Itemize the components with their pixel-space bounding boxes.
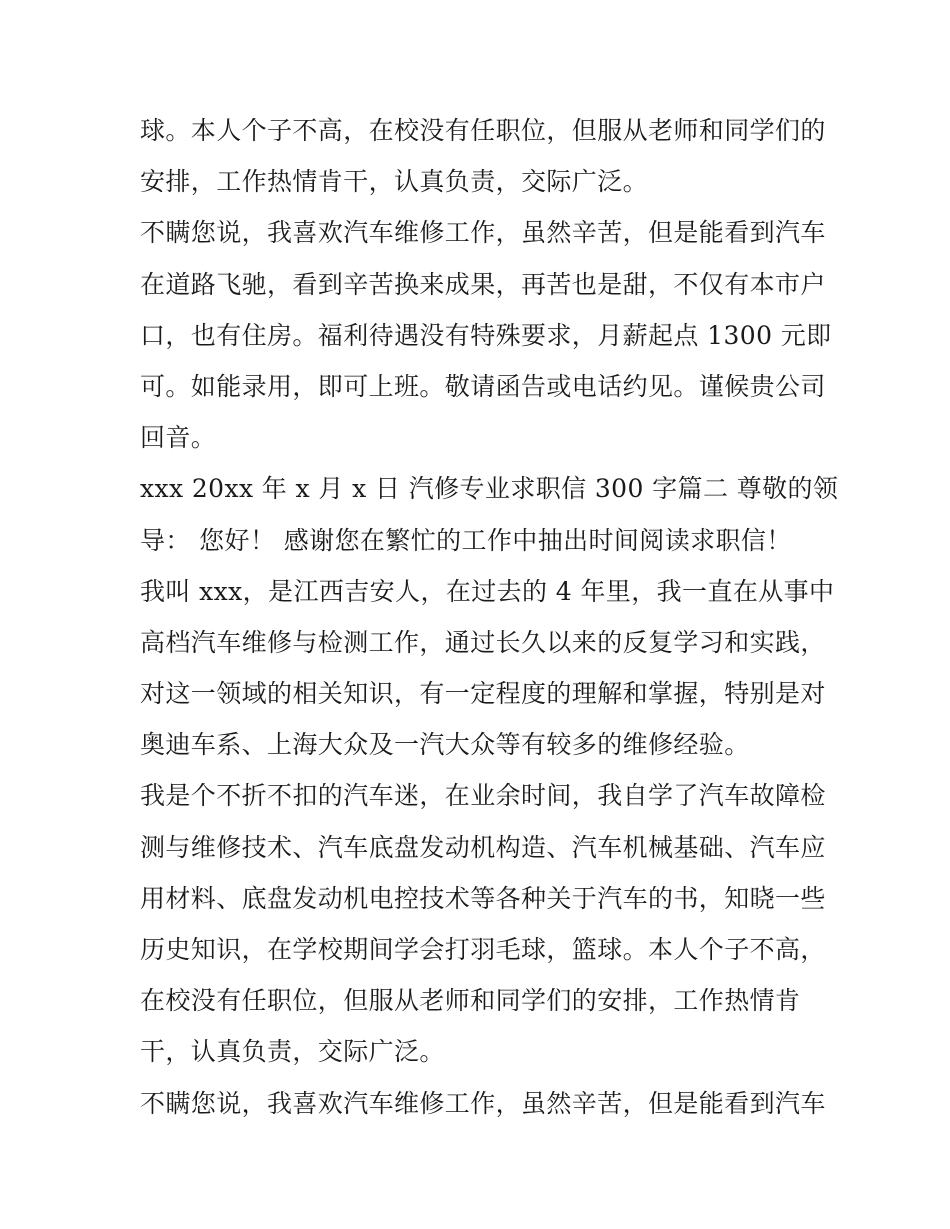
text-line: 干，认真负责，交际广泛。 <box>140 1037 445 1067</box>
text-line: 我叫 xxx，是江西吉安人，在过去的 4 年里，我一直在从事中 <box>140 576 835 606</box>
text-line: 可。如能录用，即可上班。敬请函告或电话约见。谨候贵公司 <box>140 371 826 401</box>
text-line: 历史知识，在学校期间学会打羽毛球，篮球。本人个子不高， <box>140 935 826 964</box>
text-line: 高档汽车维修与检测工作，通过长久以来的反复学习和实践， <box>140 627 826 657</box>
text-line: 导： 您好！ 感谢您在繁忙的工作中抽出时间阅读求职信！ <box>140 525 792 555</box>
text-line: 在校没有任职位，但服从老师和同学们的安排，工作热情肯 <box>140 986 801 1016</box>
text-line: 对这一领域的相关知识，有一定程度的理解和掌握，特别是对 <box>140 679 826 709</box>
text-line: 测与维修技术、汽车底盘发动机构造、汽车机械基础、汽车应 <box>140 832 826 862</box>
text-line: 不瞒您说，我喜欢汽车维修工作，虽然辛苦，但是能看到汽车 <box>140 1088 826 1118</box>
document-body <box>140 105 839 1129</box>
text-line: 口，也有住房。福利待遇没有特殊要求，月薪起点 1300 元即 <box>140 320 832 350</box>
text-line: 球。本人个子不高，在校没有任职位，但服从老师和同学们的 <box>140 116 826 145</box>
text-line: 安排，工作热情肯干，认真负责，交际广泛。 <box>140 167 649 197</box>
text-line: 回音。 <box>140 423 217 453</box>
text-line: 用材料、底盘发动机电控技术等各种关于汽车的书，知晓一些 <box>140 883 826 913</box>
text-line: 不瞒您说，我喜欢汽车维修工作，虽然辛苦，但是能看到汽车 <box>140 218 826 248</box>
text-line: xxx 20xx 年 x 月 x 日 汽修专业求职信 300 字篇二 尊敬的领 <box>140 474 839 504</box>
text-line: 我是个不折不扣的汽车迷，在业余时间，我自学了汽车故障检 <box>140 781 826 811</box>
text-line: 奥迪车系、上海大众及一汽大众等有较多的维修经验。 <box>140 730 750 760</box>
text-line: 在道路飞驰，看到辛苦换来成果，再苦也是甜，不仅有本市户 <box>140 269 826 299</box>
